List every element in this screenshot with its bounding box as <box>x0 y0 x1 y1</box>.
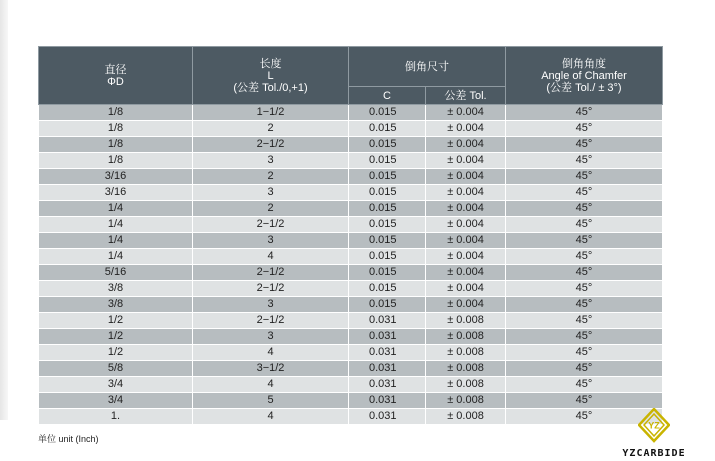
cell-chamfer-c: 0.015 <box>349 137 426 153</box>
cell-chamfer-c: 0.031 <box>349 377 426 393</box>
cell-chamfer-tolerance: ± 0.004 <box>426 201 506 217</box>
cell-length: 4 <box>193 377 349 393</box>
cell-angle: 45° <box>506 297 663 313</box>
cell-diameter: 3/16 <box>39 185 193 201</box>
cell-diameter: 1/4 <box>39 233 193 249</box>
header-chamfer-c: C <box>349 87 426 105</box>
cell-chamfer-c: 0.031 <box>349 361 426 377</box>
cell-chamfer-tolerance: ± 0.004 <box>426 185 506 201</box>
cell-diameter: 1. <box>39 409 193 425</box>
cell-angle: 45° <box>506 409 663 425</box>
table-row <box>39 217 663 233</box>
unit-note: 单位 unit (Inch) <box>38 434 99 444</box>
cell-length: 2 <box>193 121 349 137</box>
cell-chamfer-c: 0.015 <box>349 153 426 169</box>
table-row <box>39 137 663 153</box>
cell-length: 2 <box>193 201 349 217</box>
cell-angle: 45° <box>506 249 663 265</box>
cell-chamfer-tolerance: ± 0.008 <box>426 345 506 361</box>
cell-length: 3 <box>193 297 349 313</box>
table-row <box>39 185 663 201</box>
cell-length: 2−1/2 <box>193 137 349 153</box>
cell-diameter: 3/4 <box>39 377 193 393</box>
header-length-tolerance: (公差 Tol./0,+1) <box>233 81 308 94</box>
cell-chamfer-c: 0.031 <box>349 409 426 425</box>
cell-diameter: 3/8 <box>39 281 193 297</box>
cell-diameter: 1/2 <box>39 329 193 345</box>
header-angle-cn: 倒角角度 <box>562 57 606 70</box>
table-row <box>39 249 663 265</box>
cell-chamfer-c: 0.015 <box>349 281 426 297</box>
cell-angle: 45° <box>506 329 663 345</box>
cell-length: 2−1/2 <box>193 217 349 233</box>
cell-length: 4 <box>193 345 349 361</box>
cell-length: 2−1/2 <box>193 281 349 297</box>
header-length-symbol: L <box>267 69 274 82</box>
table-row <box>39 313 663 329</box>
cell-chamfer-tolerance: ± 0.008 <box>426 361 506 377</box>
cell-angle: 45° <box>506 393 663 409</box>
cell-chamfer-tolerance: ± 0.004 <box>426 137 506 153</box>
cell-length: 3−1/2 <box>193 361 349 377</box>
cell-angle: 45° <box>506 377 663 393</box>
header-diameter-symbol: ΦD <box>107 75 124 88</box>
table-row <box>39 393 663 409</box>
header-length-cn: 长度 <box>259 57 282 70</box>
cell-diameter: 5/8 <box>39 361 193 377</box>
cell-angle: 45° <box>506 313 663 329</box>
cell-length: 3 <box>193 329 349 345</box>
cell-chamfer-tolerance: ± 0.004 <box>426 121 506 137</box>
cell-chamfer-tolerance: ± 0.004 <box>426 265 506 281</box>
table-row <box>39 409 663 425</box>
table-header <box>39 47 663 105</box>
cell-diameter: 3/4 <box>39 393 193 409</box>
header-chamfer-size: 倒角尺寸 <box>349 47 506 87</box>
table-row <box>39 121 663 137</box>
cell-chamfer-c: 0.015 <box>349 249 426 265</box>
cell-chamfer-c: 0.031 <box>349 393 426 409</box>
table-row <box>39 233 663 249</box>
cell-chamfer-tolerance: ± 0.004 <box>426 153 506 169</box>
cell-diameter: 1/8 <box>39 105 193 121</box>
cell-angle: 45° <box>506 121 663 137</box>
table-row <box>39 377 663 393</box>
header-angle <box>506 47 663 105</box>
cell-angle: 45° <box>506 201 663 217</box>
table-row <box>39 361 663 377</box>
cell-diameter: 3/8 <box>39 297 193 313</box>
cell-angle: 45° <box>506 233 663 249</box>
table-row <box>39 265 663 281</box>
cell-length: 4 <box>193 409 349 425</box>
cell-chamfer-c: 0.031 <box>349 329 426 345</box>
cell-chamfer-tolerance: ± 0.004 <box>426 105 506 121</box>
cell-angle: 45° <box>506 105 663 121</box>
table-row <box>39 105 663 121</box>
cell-chamfer-c: 0.015 <box>349 201 426 217</box>
cell-angle: 45° <box>506 265 663 281</box>
cell-angle: 45° <box>506 185 663 201</box>
cell-chamfer-c: 0.015 <box>349 233 426 249</box>
cell-length: 3 <box>193 233 349 249</box>
cell-diameter: 1/8 <box>39 137 193 153</box>
cell-length: 4 <box>193 249 349 265</box>
cell-chamfer-tolerance: ± 0.008 <box>426 313 506 329</box>
left-edge-strip <box>0 0 8 420</box>
cell-length: 2−1/2 <box>193 313 349 329</box>
header-angle-tolerance: (公差 Tol./ ± 3°) <box>546 81 622 94</box>
cell-length: 2 <box>193 169 349 185</box>
cell-chamfer-c: 0.015 <box>349 297 426 313</box>
emblem-letters: YZ <box>648 420 660 431</box>
header-diameter <box>39 47 193 105</box>
cell-length: 2−1/2 <box>193 265 349 281</box>
cell-length: 3 <box>193 153 349 169</box>
cell-chamfer-c: 0.015 <box>349 169 426 185</box>
header-chamfer-tolerance: 公差 Tol. <box>426 87 506 105</box>
cell-length: 5 <box>193 393 349 409</box>
cell-chamfer-c: 0.015 <box>349 185 426 201</box>
cell-chamfer-tolerance: ± 0.008 <box>426 329 506 345</box>
table-row <box>39 345 663 361</box>
cell-diameter: 1/2 <box>39 345 193 361</box>
cell-chamfer-tolerance: ± 0.004 <box>426 169 506 185</box>
cell-chamfer-c: 0.015 <box>349 121 426 137</box>
cell-length: 1−1/2 <box>193 105 349 121</box>
cell-angle: 45° <box>506 137 663 153</box>
chamfer-spec-table <box>38 46 663 425</box>
header-angle-en: Angle of Chamfer <box>541 69 627 82</box>
cell-length: 3 <box>193 185 349 201</box>
table-row <box>39 169 663 185</box>
cell-chamfer-c: 0.015 <box>349 217 426 233</box>
cell-chamfer-tolerance: ± 0.004 <box>426 233 506 249</box>
cell-angle: 45° <box>506 361 663 377</box>
cell-angle: 45° <box>506 345 663 361</box>
diamond-emblem-icon <box>638 408 670 446</box>
cell-angle: 45° <box>506 281 663 297</box>
cell-chamfer-tolerance: ± 0.004 <box>426 281 506 297</box>
cell-chamfer-tolerance: ± 0.004 <box>426 297 506 313</box>
company-logo <box>612 408 696 458</box>
cell-angle: 45° <box>506 217 663 233</box>
cell-diameter: 1/2 <box>39 313 193 329</box>
cell-angle: 45° <box>506 169 663 185</box>
table-row <box>39 329 663 345</box>
header-length <box>193 47 349 105</box>
cell-diameter: 1/8 <box>39 153 193 169</box>
cell-chamfer-tolerance: ± 0.008 <box>426 393 506 409</box>
cell-diameter: 1/4 <box>39 217 193 233</box>
table-row <box>39 281 663 297</box>
cell-angle: 45° <box>506 153 663 169</box>
table-body <box>39 105 663 425</box>
cell-diameter: 5/16 <box>39 265 193 281</box>
cell-diameter: 1/4 <box>39 249 193 265</box>
table-row <box>39 153 663 169</box>
header-diameter-cn: 直径 <box>104 63 127 76</box>
cell-chamfer-tolerance: ± 0.008 <box>426 377 506 393</box>
cell-diameter: 1/8 <box>39 121 193 137</box>
cell-chamfer-tolerance: ± 0.004 <box>426 217 506 233</box>
cell-chamfer-c: 0.031 <box>349 345 426 361</box>
cell-chamfer-c: 0.031 <box>349 313 426 329</box>
table-row <box>39 297 663 313</box>
cell-chamfer-c: 0.015 <box>349 265 426 281</box>
cell-diameter: 3/16 <box>39 169 193 185</box>
cell-diameter: 1/4 <box>39 201 193 217</box>
table-row <box>39 201 663 217</box>
cell-chamfer-tolerance: ± 0.004 <box>426 249 506 265</box>
cell-chamfer-c: 0.015 <box>349 105 426 121</box>
cell-chamfer-tolerance: ± 0.008 <box>426 409 506 425</box>
brand-name: YZCARBIDE <box>622 448 686 459</box>
